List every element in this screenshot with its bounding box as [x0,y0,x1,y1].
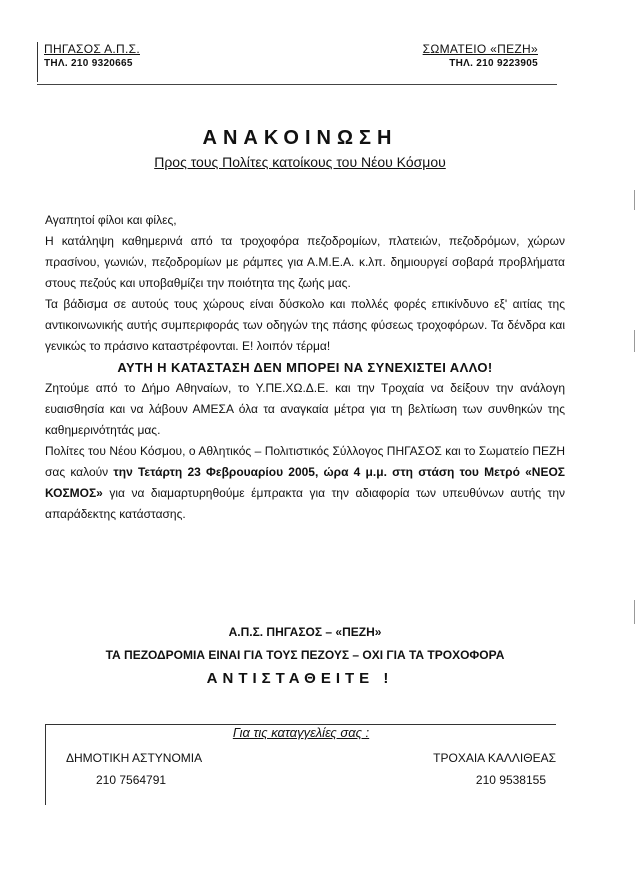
scan-edge-mark [634,600,635,624]
signature-orgs: Α.Π.Σ. ΠΗΓΑΣΟΣ – «ΠΕΖΗ» [228,625,382,639]
signature-call: ΑΝΤΙΣΤΑΘΕΙΤΕ ! [206,670,394,687]
page-subtitle: Προς τους Πολίτες κατοίκους του Νέου Κόσμου [154,154,446,170]
contact-left-name: ΔΗΜΟΤΙΚΗ ΑΣΤΥΝΟΜΙΑ [66,751,203,765]
announcement-body [45,210,565,525]
header-left-name: ΠΗΓΑΣΟΣ Α.Π.Σ. [44,42,140,56]
emphasis-line: ΑΥΤΗ Η ΚΑΤΑΣΤΑΣΗ ΔΕΝ ΜΠΟΡΕΙ ΝΑ ΣΥΝΕΧΙΣΤΕΙ ΑΛΛΟ! [117,360,493,375]
contact-municipal-police [66,751,202,787]
page-title: ΑΝΑΚΟΙΝΩΣΗ [202,127,398,149]
event-details: την Τετάρτη 23 Φεβρουαρίου 2005, ώρα 4 μ.μ. στη στάση του Μετρό «ΝΕΟΣ ΚΟΣΜΟΣ» [45,465,565,500]
contact-right-phone: 210 9538155 [475,773,546,787]
contact-left-phone: 210 7564791 [96,773,167,787]
paragraph-4-start: Πολίτες του Νέου Κόσμου, ο Αθλητικός – Πολιτιστικός Σύλλογος ΠΗΓΑΣΟΣ και το Σωματείο ΠΕΖΗ σας καλούν [45,444,565,479]
header-divider [37,84,557,85]
contact-right-name: ΤΡΟΧΑΙΑ ΚΑΛΛΙΘΕΑΣ [433,751,556,765]
paragraph-4-end: για να διαμαρτυρηθούμε έμπρακτα για την αδιαφορία των υπευθύνων αυτής την απαράδεκτης κατάστασης. [45,486,565,521]
header-right-name: ΣΩΜΑΤΕΙΟ «ΠΕΖΗ» [422,42,538,56]
paragraph-1: Η κατάληψη καθημερινά από τα τροχοφόρα πεζοδρομίων, πλατειών, πεζοδρόμων, χώρων πρασίνου, γωνιών, πεζοδρομίων με ράμπες για Α.Μ.Ε.Α. κ.λπ. δημιουργεί σοβαρά προβλήματα στους πεζούς και υποβαθμίζει την ποιότητα της ζωής μας. [45,234,565,290]
scan-edge-mark [634,190,635,210]
contacts-box [45,724,556,805]
header-right-org [423,42,538,82]
header-left-org [37,42,140,82]
header-left-tel: ΤΗΛ. 210 9320665 [44,58,133,69]
paragraph-4 [45,441,565,525]
signature-slogan: ΤΑ ΠΕΖΟΔΡΟΜΙΑ ΕΙΝΑΙ ΓΙΑ ΤΟΥΣ ΠΕΖΟΥΣ – ΟΧΙ ΓΙΑ ΤΑ ΤΡΟΧΟΦΟΡΑ [105,648,505,662]
paragraph-2: Τα βάδισμα σε αυτούς τους χώρους είναι δύσκολο και πολλές φορές επικίνδυνο εξ' αιτίας της αντικοινωνικής αυτής συμπεριφοράς των οδηγών της πάσης φύσεως τροχοφόρων. Τα δένδρα και γενικώς το πράσινο καταστρέφονται. Ε! λοιπόν τέρμα! [45,297,565,353]
contacts-title: Για τις καταγγελίες σας : [232,725,370,740]
header-right-tel: ΤΗΛ. 210 9223905 [449,58,538,69]
paragraph-3: Ζητούμε από το Δήμο Αθηναίων, το Υ.ΠΕ.ΧΩ.Δ.Ε. και την Τροχαία να δείξουν την ανάλογη ευαισθησία και να λάβουν ΑΜΕΣΑ όλα τα αναγκαία μέτρα για τη βελτίωση των συνθηκών της καθημερινότητάς μας. [45,381,565,437]
greeting: Αγαπητοί φίλοι και φίλες, [45,213,177,227]
scan-edge-mark [634,330,635,352]
contact-traffic-police [433,751,556,787]
